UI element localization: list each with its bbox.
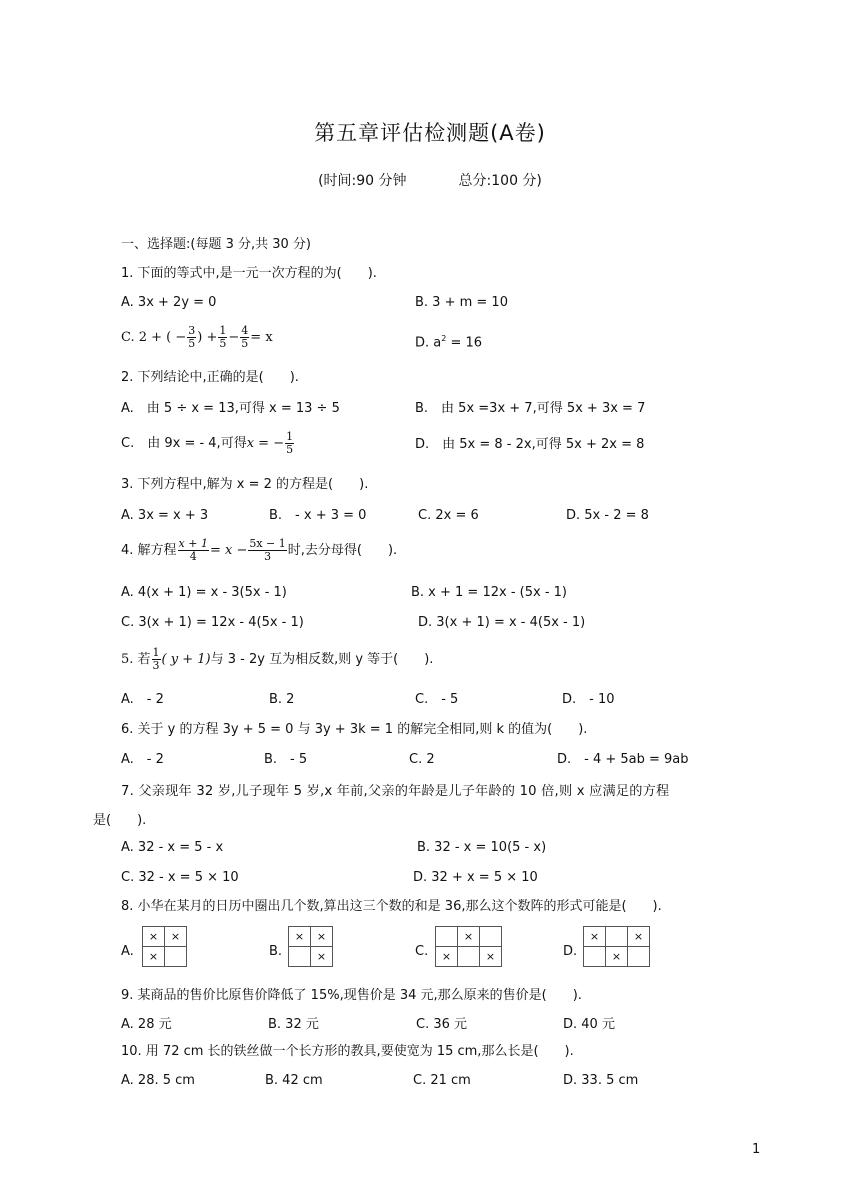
q8-option-a-label: A.	[121, 944, 134, 959]
q9-stem: 9. 某商品的售价比原售价降低了 15%,现售价是 34 元,那么原来的售价是( ).	[121, 988, 582, 1003]
q1-stem: 1. 下面的等式中,是一元一次方程的为( ).	[121, 266, 377, 281]
q1-option-a: A. 3x + 2y = 0	[121, 295, 217, 310]
q5-stem: 5. 若 $\frac{1}{3}$ ( y + 1)与 3 - 2y 互为相反数,则 y 等于( ).	[121, 646, 434, 672]
q8-option-d-label: D.	[563, 944, 578, 959]
q5-option-b: B. 2	[269, 692, 295, 707]
q8-grid-a	[142, 926, 187, 967]
q8-grid-b	[288, 926, 333, 967]
q4-option-a: A. 4(x + 1) = x - 3(5x - 1)	[121, 585, 287, 600]
q1-option-b: B. 3 + m = 10	[415, 295, 508, 310]
page-number: 1	[752, 1142, 761, 1157]
q9-option-a: A. 28 元	[121, 1017, 172, 1032]
q4-stem: 4. 解方程 $\frac{x + 1}{4}$ = x − $\frac{5x - 1}{3}$ 时,去分母得( ).	[121, 537, 398, 563]
grid-mark: ×	[311, 947, 333, 967]
q5-option-c: C. - 5	[415, 692, 459, 707]
q7-option-c: C. 32 - x = 5 × 10	[121, 870, 239, 885]
q4-option-c: C. 3(x + 1) = 12x - 4(5x - 1)	[121, 615, 304, 630]
q2-option-d: D. 由 5x = 8 - 2x,可得 5x + 2x = 8	[415, 437, 645, 452]
q5-option-a: A. - 2	[121, 692, 164, 707]
q10-option-b: B. 42 cm	[265, 1073, 323, 1088]
q8-stem: 8. 小华在某月的日历中圈出几个数,算出这三个数的和是 36,那么这个数阵的形式可能是( ).	[121, 899, 662, 914]
page-title: 第五章评估检测题(A卷)	[314, 121, 546, 145]
grid-mark: ×	[606, 947, 628, 967]
q2-stem: 2. 下列结论中,正确的是( ).	[121, 370, 299, 385]
fraction: $\frac{4}{5}$	[241, 324, 249, 350]
q7-option-a: A. 32 - x = 5 - x	[121, 840, 224, 855]
q9-option-c: C. 36 元	[416, 1017, 468, 1032]
grid-mark: ×	[289, 927, 311, 947]
q1-option-d: D. $a^2 = 16$	[415, 334, 483, 351]
q7-option-b: B. 32 - x = 10(5 - x)	[417, 840, 547, 855]
fraction: $\frac{1}{5}$	[286, 430, 294, 456]
q3-option-a: A. 3x = x + 3	[121, 508, 209, 523]
q8-grid-d	[583, 926, 650, 967]
q3-option-b: B. - x + 3 = 0	[269, 508, 367, 523]
q2-option-c: C. 由 9x = - 4,可得x = − $\frac{1}{5}$	[121, 430, 294, 456]
grid-mark: ×	[143, 947, 165, 967]
time-label: (时间:90 分钟	[318, 173, 407, 189]
grid-mark: ×	[458, 927, 480, 947]
fraction: $\frac{x + 1}{4}$	[178, 537, 208, 563]
q3-stem: 3. 下列方程中,解为 x = 2 的方程是( ).	[121, 477, 369, 492]
score-label: 总分:100 分)	[458, 173, 542, 189]
q7-stem-line2: 是( ).	[93, 813, 147, 828]
q7-option-d: D. 32 + x = 5 × 10	[413, 870, 538, 885]
q8-option-b-label: B.	[269, 944, 283, 959]
q9-option-d: D. 40 元	[563, 1017, 615, 1032]
q1-option-c: C. 2 + ( − $\frac{3}{5}$ ) + $\frac{1}{5}$ − $\frac{4}{5}$ = x	[121, 324, 273, 350]
grid-mark: ×	[165, 927, 187, 947]
q10-option-d: D. 33. 5 cm	[563, 1073, 639, 1088]
q6-stem: 6. 关于 y 的方程 3y + 5 = 0 与 3y + 3k = 1 的解完全相同,则 k 的值为( ).	[121, 722, 588, 737]
q7-stem-line1: 7. 父亲现年 32 岁,儿子现年 5 岁,x 年前,父亲的年龄是儿子年龄的 10 倍,则 x 应满足的方程	[121, 784, 670, 799]
q8-grid-c	[435, 926, 502, 967]
fraction: $\frac{3}{5}$	[188, 324, 196, 350]
grid-mark: ×	[143, 927, 165, 947]
grid-mark: ×	[436, 947, 458, 967]
section-heading: 一、选择题:(每题 3 分,共 30 分)	[121, 237, 311, 252]
grid-mark: ×	[480, 947, 502, 967]
q10-option-c: C. 21 cm	[413, 1073, 471, 1088]
q10-option-a: A. 28. 5 cm	[121, 1073, 195, 1088]
fraction: $\frac{5x - 1}{3}$	[249, 537, 286, 563]
q2-option-a: A. 由 5 ÷ x = 13,可得 x = 13 ÷ 5	[121, 401, 340, 416]
q6-option-a: A. - 2	[121, 752, 164, 767]
q10-stem: 10. 用 72 cm 长的铁丝做一个长方形的教具,要使宽为 15 cm,那么长是( ).	[121, 1044, 574, 1059]
q3-option-c: C. 2x = 6	[418, 508, 479, 523]
q5-option-d: D. - 10	[562, 692, 615, 707]
fraction: $\frac{1}{3}$	[152, 646, 160, 672]
q2-option-b: B. 由 5x =3x + 7,可得 5x + 3x = 7	[415, 401, 646, 416]
q3-option-d: D. 5x - 2 = 8	[566, 508, 649, 523]
q9-option-b: B. 32 元	[268, 1017, 319, 1032]
q4-option-b: B. x + 1 = 12x - (5x - 1)	[411, 585, 567, 600]
fraction: $\frac{1}{5}$	[219, 324, 227, 350]
grid-mark: ×	[628, 927, 650, 947]
exam-meta	[0, 171, 860, 191]
grid-mark: ×	[311, 927, 333, 947]
q6-option-d: D. - 4 + 5ab = 9ab	[557, 752, 689, 767]
grid-mark: ×	[584, 927, 606, 947]
q8-option-c-label: C.	[415, 944, 429, 959]
q6-option-c: C. 2	[409, 752, 435, 767]
q6-option-b: B. - 5	[264, 752, 308, 767]
q4-option-d: D. 3(x + 1) = x - 4(5x - 1)	[418, 615, 586, 630]
